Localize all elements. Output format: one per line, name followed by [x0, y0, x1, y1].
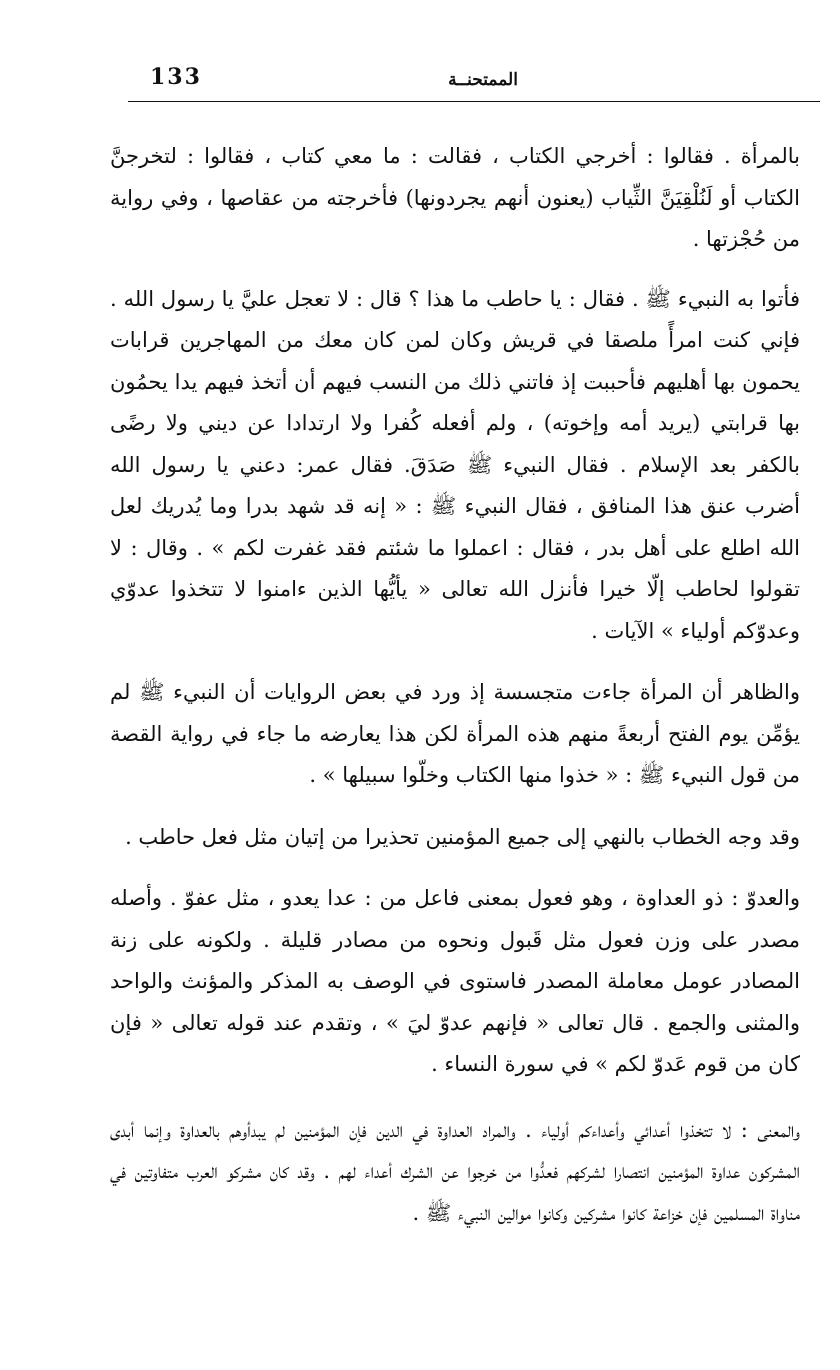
paragraph: فأتوا به النبيء ﷺ . فقال : يا حاطب ما هذا ؟ قال : لا تعجل عليَّ يا رسول الله . فإني كنت امرأً ملصقا في قريش وكان لمن كان معك من المهاجرين قرابات يحمون بها أهليهم فأحببت إذ فاتني ذلك من النسب فيهم أن أتخذ فيهم يدا يحمُون بها قرابتي (يريد أمه وإخوته) ، ولم أفعله كُفرا ولا ارتدادا عن ديني ولا رضًى بالكفر بعد الإسلام . فقال النبيء ﷺ صَدَقَ. فقال عمر: دعني يا رسول الله أضرب عنق هذا المنافق ، فقال النبيء ﷺ : « إنه قد شهد بدرا وما يُدريك لعل الله اطلع على أهل بدر ، فقال : اعملوا ما شئتم فقد غفرت لكم » . وقال : لا تقولوا لحاطب إلّا خيرا فأنزل الله تعالى « يأيُّها الذين ءامنوا لا تتخذوا عدوّي وعدوّكم أولياء » الآيات . [110, 286, 800, 643]
running-title: الممتحنــة [448, 70, 518, 90]
page-body [110, 136, 800, 1234]
page-header [128, 60, 820, 102]
paragraph: بالمرأة . فقالوا : أخرجي الكتاب ، فقالت : ما معي كتاب ، فقالوا : لتخرجنَّ الكتاب أو لَنُلْقِيَنَّ الثِّياب (يعنون أنهم يجردونها) فأخرجته من عقاصها ، وفي رواية من حُجْزتها . [110, 144, 800, 251]
header-rule [128, 101, 820, 102]
paragraph: والظاهر أن المرأة جاءت متجسسة إذ ورد في بعض الروايات أن النبيء ﷺ لم يؤمِّن يوم الفتح أربعةً منهم هذه المرأة لكن هذا يعارضه ما جاء في رواية القصة من قول النبيء ﷺ : « خذوا منها الكتاب وخلّوا سبيلها » . [110, 680, 800, 787]
paragraph: والعدوّ : ذو العداوة ، وهو فعول بمعنى فاعل من : عدا يعدو ، مثل عفوّ . وأصله مصدر على وزن فعول مثل قَبول ونحوه من مصادر قليلة . ولكونه على زنة المصادر عومل معاملة المصدر فاستوى في الوصف به المذكر والمؤنث والواحد والمثنى والجمع . قال تعالى « فإنهم عدوّ ليَ » ، وتقدم عند قوله تعالى « فإن كان من قوم عَدوّ لكم » في سورة النساء . [110, 886, 800, 1076]
paragraph: وقد وجه الخطاب بالنهي إلى جميع المؤمنين تحذيرا من إتيان مثل فعل حاطب . [125, 824, 800, 849]
page-number: 133 [150, 64, 202, 90]
paragraph: والمعنى : لا تتخذوا أعدائي وأعداءكم أولياء . والمراد العداوة في الدين فإن المؤمنين لم يبدأوهم بالعداوة وإنما أبدى المشركون عداوة المؤمنين انتصارا لشركهم فعدُّوا من خرجوا عن الشرك أعداء لهم . وقد كان مشركو العرب متفاوتين في مناواة المسلمين فإن خزاعة كانوا مشركين وكانوا موالين النبيء ﷺ . [110, 1117, 800, 1225]
